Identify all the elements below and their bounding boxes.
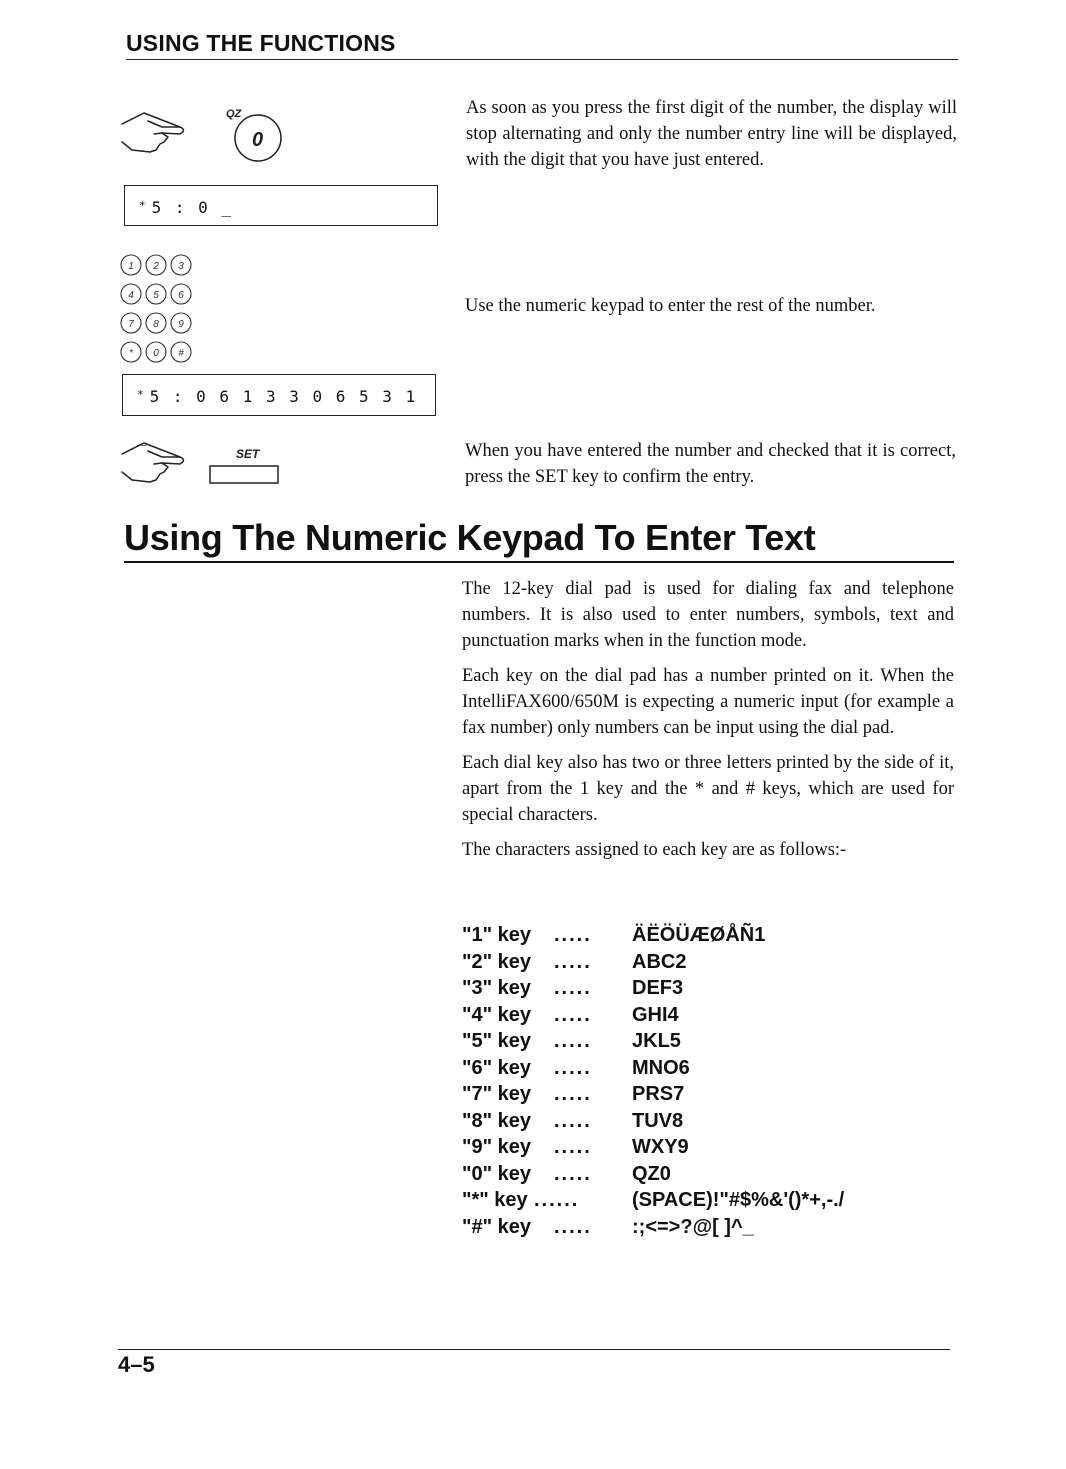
hand-press-set-illustration xyxy=(118,436,298,492)
key-dots: ..... xyxy=(554,977,592,999)
key-name: "4" key xyxy=(462,1003,532,1026)
svg-text:6: 6 xyxy=(178,290,184,301)
keypad-key-0 xyxy=(146,342,166,362)
key-chars: MNO6 xyxy=(632,1056,690,1079)
key-dots: ...... xyxy=(534,1189,580,1211)
table-row xyxy=(462,1108,844,1135)
key-character-table xyxy=(462,922,844,1240)
key-chars: JKL5 xyxy=(632,1030,681,1052)
step1-description: As soon as you press the first digit of the number, the display will stop alternating and only the number entry line will be displayed, with the digit that you have just entered. xyxy=(466,98,957,170)
zero-key-label: 0 xyxy=(252,129,264,151)
table-row xyxy=(462,975,844,1002)
keypad-key-2 xyxy=(146,255,166,275)
table-row xyxy=(462,922,844,949)
header-rule xyxy=(126,59,958,60)
paragraph-letters: Each dial key also has two or three letters printed by the side of it, apart from the 1 key and the * and # keys, which are used for special characters. xyxy=(462,753,954,825)
table-row xyxy=(462,1214,844,1241)
title-rule xyxy=(124,561,954,563)
svg-text:1: 1 xyxy=(128,261,134,272)
keypad-key-7 xyxy=(121,313,141,333)
key-name: "*" key xyxy=(462,1189,528,1211)
key-chars: GHI4 xyxy=(632,1003,679,1026)
section-header: USING THE FUNCTIONS xyxy=(126,30,396,56)
hand-press-zero-illustration xyxy=(118,104,298,166)
key-name: "2" key xyxy=(462,950,532,973)
lcd-mark: * xyxy=(139,199,146,212)
key-name: "9" key xyxy=(462,1136,532,1158)
svg-text:8: 8 xyxy=(153,319,159,330)
key-dots: ..... xyxy=(554,950,592,973)
page-number: 4–5 xyxy=(118,1352,155,1377)
key-chars: QZ0 xyxy=(632,1162,671,1185)
numeric-keypad-icon xyxy=(118,252,208,368)
step3-description: When you have entered the number and checked that it is correct, press the SET key to confirm the entry. xyxy=(465,441,956,487)
set-key-label: SET xyxy=(236,447,260,461)
step2-description: Use the numeric keypad to enter the rest of the number. xyxy=(465,296,876,316)
key-name: "5" key xyxy=(462,1030,532,1052)
section-body xyxy=(462,576,954,872)
paragraph-dial-pad: The 12-key dial pad is used for dialing fax and telephone numbers. It is also used to enter numbers, symbols, text and punctuation marks when in the function mode. xyxy=(462,579,954,651)
lcd-value: 5 : 0 6 1 3 3 0 6 5 3 1 _ xyxy=(137,387,418,446)
svg-text:3: 3 xyxy=(178,261,184,272)
key-dots: ..... xyxy=(554,924,592,946)
key-letters-label: QZ xyxy=(226,108,242,120)
svg-text:0: 0 xyxy=(153,348,159,359)
lcd-value: 5 : 0 _ xyxy=(151,198,234,217)
svg-text:4: 4 xyxy=(128,290,134,301)
keypad-key-5 xyxy=(146,284,166,304)
key-dots: ..... xyxy=(554,1136,592,1158)
footer-rule xyxy=(118,1349,950,1350)
key-chars: ABC2 xyxy=(632,950,687,973)
table-row xyxy=(462,1055,844,1082)
key-dots: ..... xyxy=(554,1003,592,1026)
svg-text:5: 5 xyxy=(153,290,159,301)
svg-text:*: * xyxy=(129,348,133,359)
lcd-mark: * xyxy=(137,388,144,401)
svg-text:2: 2 xyxy=(153,261,159,272)
key-name: "#" key xyxy=(462,1215,532,1238)
keypad-key-hash xyxy=(171,342,191,362)
set-key-icon xyxy=(210,466,278,483)
lcd-display-first-digit xyxy=(124,185,438,226)
table-row xyxy=(462,1028,844,1055)
paragraph-numeric-input: Each key on the dial pad has a number printed on it. When the IntelliFAX600/650M is expecting a numeric input (for example a fax number) only numbers can be input using the dial pad. xyxy=(462,666,954,738)
key-dots: ..... xyxy=(554,1056,592,1079)
key-name: "1" key xyxy=(462,924,532,946)
keypad-key-star xyxy=(121,342,141,362)
keypad-key-3 xyxy=(171,255,191,275)
keypad-key-1 xyxy=(121,255,141,275)
key-name: "3" key xyxy=(462,977,532,999)
key-chars: DEF3 xyxy=(632,977,684,999)
svg-text:#: # xyxy=(178,348,184,359)
hand-pointer-icon xyxy=(122,113,184,152)
key-chars: WXY9 xyxy=(632,1136,689,1158)
keypad-key-8 xyxy=(146,313,166,333)
key-dots: ..... xyxy=(554,1083,592,1105)
svg-text:7: 7 xyxy=(128,319,134,330)
key-chars: (SPACE)!"#$%&'()*+,-./ xyxy=(632,1189,845,1211)
key-dots: ..... xyxy=(554,1109,592,1132)
table-row xyxy=(462,949,844,976)
table-row xyxy=(462,1081,844,1108)
lcd-display-full-number xyxy=(122,374,436,446)
table-row xyxy=(462,1187,844,1214)
page-title: Using The Numeric Keypad To Enter Text xyxy=(124,517,816,558)
key-name: "7" key xyxy=(462,1083,532,1105)
key-name: "0" key xyxy=(462,1162,532,1185)
key-dots: ..... xyxy=(554,1215,592,1238)
paragraph-assigned-chars: The characters assigned to each key are as follows:- xyxy=(462,840,847,860)
key-chars: TUV8 xyxy=(632,1109,684,1132)
table-row xyxy=(462,1134,844,1161)
key-name: "8" key xyxy=(462,1109,532,1132)
key-dots: ..... xyxy=(554,1030,592,1052)
key-chars: :;<=>?@[ ]^_ xyxy=(632,1215,754,1238)
key-name: "6" key xyxy=(462,1056,532,1079)
table-row xyxy=(462,1002,844,1029)
key-dots: ..... xyxy=(554,1162,592,1185)
keypad-key-6 xyxy=(171,284,191,304)
key-chars: ÄËÖÜÆØÅÑ1 xyxy=(632,924,766,946)
table-row xyxy=(462,1161,844,1188)
svg-text:9: 9 xyxy=(178,319,184,330)
keypad-key-4 xyxy=(121,284,141,304)
keypad-key-9 xyxy=(171,313,191,333)
key-chars: PRS7 xyxy=(632,1083,685,1105)
hand-pointer-icon xyxy=(122,443,184,482)
